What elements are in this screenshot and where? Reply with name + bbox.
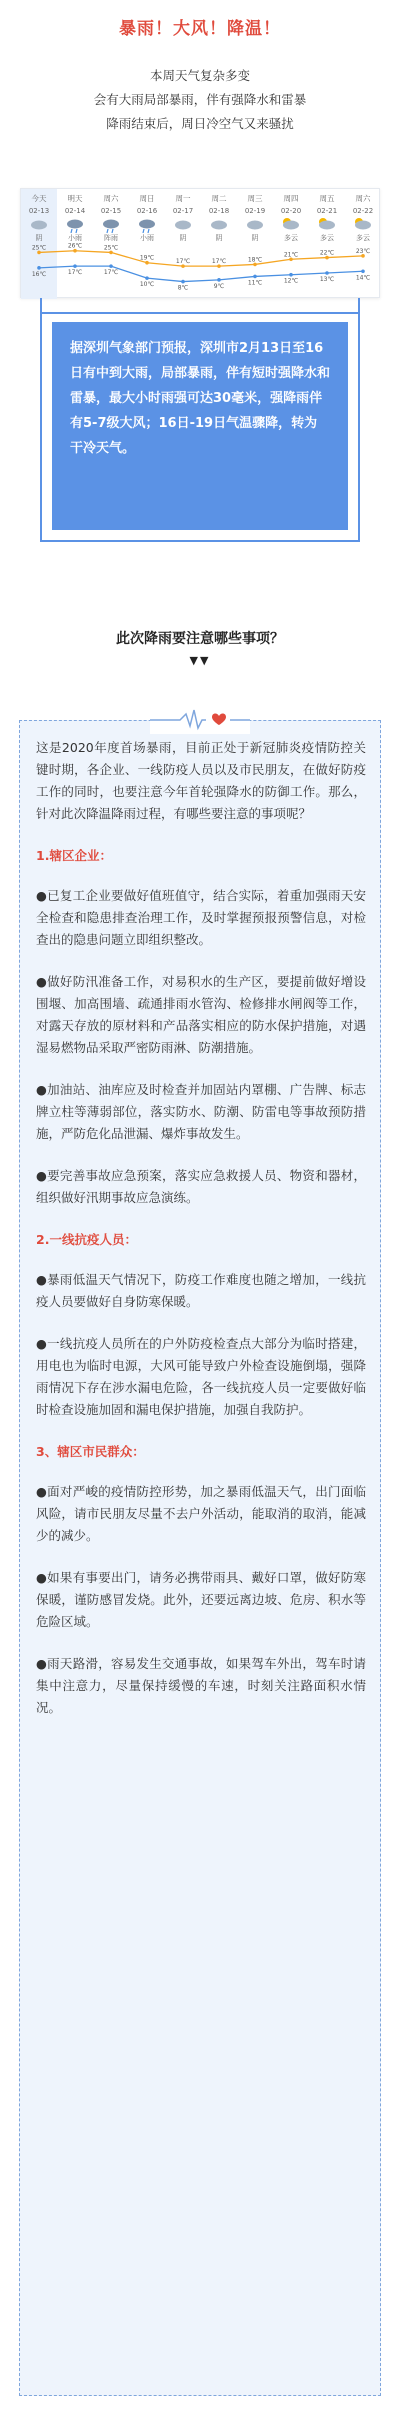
intro-line-2: 会有大雨局部暴雨，伴有强降水和雷暴 (93, 92, 307, 107)
low-temp-point (253, 275, 257, 279)
forecast-weather: 阴 (35, 234, 43, 242)
low-temp-point (109, 264, 113, 268)
high-temp-label: 25℃ (31, 244, 47, 252)
question-title: 此次降雨要注意哪些事项？ (116, 631, 284, 647)
forecast-weather: 阴 (215, 234, 223, 242)
raindrop-icon (107, 229, 108, 233)
rain-cloud-icon (67, 220, 83, 229)
article-box (19, 720, 381, 2396)
forecast-weekday: 周日 (139, 194, 155, 203)
low-temp-label: 10℃ (139, 281, 155, 289)
paragraph: ●要完善事故应急预案，落实应急救援人员、物资和器材，组织做好汛期事故应急演练。 (36, 1168, 366, 1205)
paragraph: ●已复工企业要做好值班值守，结合实际，着重加强雨天安全检查和隐患排查治理工作，及时掌握预报预警信息，对检查出的隐患问题立即组织整改。 (36, 888, 366, 947)
forecast-date: 02-22 (352, 207, 374, 215)
weather-notice: 据深圳气象部门预报，深圳市2月13日至16日有中到大雨，局部暴雨，伴有短时强降水和雷暴，最大小时雨强可达30毫米，强降雨伴有5-7级大风；16日-19日气温骤降，转为干冷天气。 (52, 322, 348, 530)
forecast-date: 02-20 (280, 207, 302, 215)
intro-line-3: 降雨结束后，周日冷空气又来骚扰 (106, 116, 294, 131)
paragraph: ●面对严峻的疫情防控形势，加之暴雨低温天气，出门面临风险，请市民朋友尽量不去户外活动，能取消的取消，能减少的减少。 (36, 1484, 366, 1543)
low-temp-point (325, 271, 329, 275)
low-temp-point (289, 273, 293, 277)
low-temp-point (145, 276, 149, 280)
raindrop-icon (76, 229, 77, 233)
low-temp-label: 16℃ (31, 270, 47, 278)
low-temp-label: 14℃ (355, 274, 371, 282)
cloud-icon (319, 221, 335, 230)
low-temp-label: 12℃ (283, 277, 299, 285)
high-temp-label: 26℃ (67, 242, 83, 250)
paragraph: ●做好防汛准备工作，对易积水的生产区，要提前做好增设围堰、加高围墙、疏通排雨水管沟、检修排水闸阀等工作，对露天存放的原材料和产品落实相应的防水保护措施，对遇湿易燃物品采取严密防雨淋、防潮措施。 (36, 974, 366, 1055)
heartbeat-divider (150, 706, 250, 734)
forecast-weekday: 今天 (31, 194, 47, 203)
forecast-weather: 多云 (320, 234, 334, 242)
forecast-weather: 阴 (179, 234, 187, 242)
forecast-date: 02-17 (172, 207, 194, 215)
paragraph: ●雨天路滑，容易发生交通事故，如果驾车外出，驾车时请集中注意力，尽量保持缓慢的车速，时刻关注路面积水情况。 (36, 1656, 366, 1715)
forecast-weekday: 明天 (67, 194, 83, 203)
low-temp-label: 13℃ (319, 276, 335, 283)
intro-line-1: 本周天气复杂多变 (149, 68, 250, 83)
headline: 暴雨！大风！降温！ (119, 19, 281, 39)
cloud-icon (175, 221, 191, 230)
forecast-weather: 小雨 (68, 234, 82, 242)
section-title-enterprises: 1.辖区企业： (36, 848, 112, 863)
forecast-weather: 阵雨 (104, 234, 118, 242)
forecast-weather: 多云 (284, 234, 298, 242)
low-temp-line (39, 266, 363, 281)
low-temp-point (181, 280, 185, 284)
weather-forecast-widget (20, 188, 380, 298)
high-temp-label: 23℃ (355, 247, 371, 255)
high-temp-label: 17℃ (175, 258, 191, 266)
heartbeat-icon (150, 706, 250, 734)
forecast-weather: 多云 (356, 234, 370, 242)
forecast-weekday: 周四 (283, 194, 299, 203)
paragraph: ●一线抗疫人员所在的户外防疫检查点大部分为临时搭建，用电也为临时电源，大风可能导致户外检查设施倒塌，强降雨情况下存在涉水漏电危险，各一线抗疫人员一定要做好临时检查设施加固和漏电保护措施，加强自我防护。 (36, 1336, 366, 1417)
forecast-date: 02-13 (28, 207, 50, 215)
forecast-weather: 阴 (251, 234, 259, 242)
down-arrows-icon: ▼▼ (189, 654, 211, 667)
cloud-icon (283, 221, 299, 230)
section-title-citizens: 3、辖区市民群众： (36, 1444, 145, 1459)
high-temp-label: 21℃ (283, 251, 299, 259)
forecast-chart (21, 189, 381, 299)
raindrop-icon (148, 229, 149, 233)
high-temp-label: 22℃ (319, 249, 335, 257)
high-temp-line (39, 251, 363, 266)
forecast-date: 02-18 (208, 207, 230, 215)
high-temp-label: 19℃ (139, 254, 155, 262)
forecast-weekday: 周二 (211, 194, 227, 203)
cloud-icon (247, 221, 263, 230)
forecast-weekday: 周三 (247, 194, 263, 203)
raindrop-icon (143, 229, 144, 233)
rain-cloud-icon (139, 220, 155, 229)
high-temp-label: 18℃ (247, 256, 263, 264)
low-temp-label: 17℃ (103, 269, 119, 277)
forecast-date: 02-15 (100, 207, 122, 215)
low-temp-label: 9℃ (213, 282, 225, 290)
intro-text (0, 64, 400, 136)
low-temp-point (361, 269, 365, 273)
paragraph: ●加油站、油库应及时检查并加固站内罩棚、广告牌、标志牌立柱等薄弱部位，落实防水、防潮、防雷电等事故预防措施，严防危化品泄漏、爆炸事故发生。 (36, 1082, 366, 1141)
cloud-icon (211, 221, 227, 230)
forecast-weekday: 周五 (319, 194, 335, 203)
forecast-date: 02-16 (136, 207, 158, 215)
paragraph: ●暴雨低温天气情况下，防疫工作难度也随之增加，一线抗疫人员要做好自身防寒保暖。 (36, 1272, 366, 1309)
low-temp-label: 17℃ (67, 269, 83, 277)
low-temp-point (37, 266, 41, 270)
low-temp-label: 8℃ (177, 284, 189, 292)
forecast-weather: 小雨 (140, 234, 154, 242)
cloud-icon (31, 221, 47, 230)
raindrop-icon (71, 229, 72, 233)
low-temp-point (217, 278, 221, 282)
forecast-weekday: 周六 (103, 194, 119, 203)
low-temp-point (73, 264, 77, 268)
forecast-weekday: 周六 (355, 194, 371, 203)
forecast-date: 02-14 (64, 207, 86, 215)
forecast-weekday: 周一 (175, 194, 191, 203)
article-intro: 这是2020年度首场暴雨，目前正处于新冠肺炎疫情防控关键时期，各企业、一线防疫人员以及市民朋友，在做好防疫工作的同时，也要注意今年首轮强降水的防御工作。那么，针对此次降温降雨过程，有哪些要注意的事项呢？ (36, 740, 366, 821)
forecast-date: 02-19 (244, 207, 266, 215)
forecast-date: 02-21 (316, 207, 338, 215)
paragraph: ●如果有事要出门，请务必携带雨具、戴好口罩，做好防寒保暖，谨防感冒发烧。此外，还要远离边坡、危房、积水等危险区域。 (36, 1570, 366, 1629)
low-temp-label: 11℃ (247, 279, 263, 287)
cloud-icon (355, 221, 371, 230)
high-temp-label: 17℃ (211, 258, 227, 266)
high-temp-label: 25℃ (103, 244, 119, 252)
raindrop-icon (112, 229, 113, 233)
section-title-frontline: 2.一线抗疫人员： (36, 1232, 137, 1247)
rain-cloud-icon (103, 220, 119, 229)
